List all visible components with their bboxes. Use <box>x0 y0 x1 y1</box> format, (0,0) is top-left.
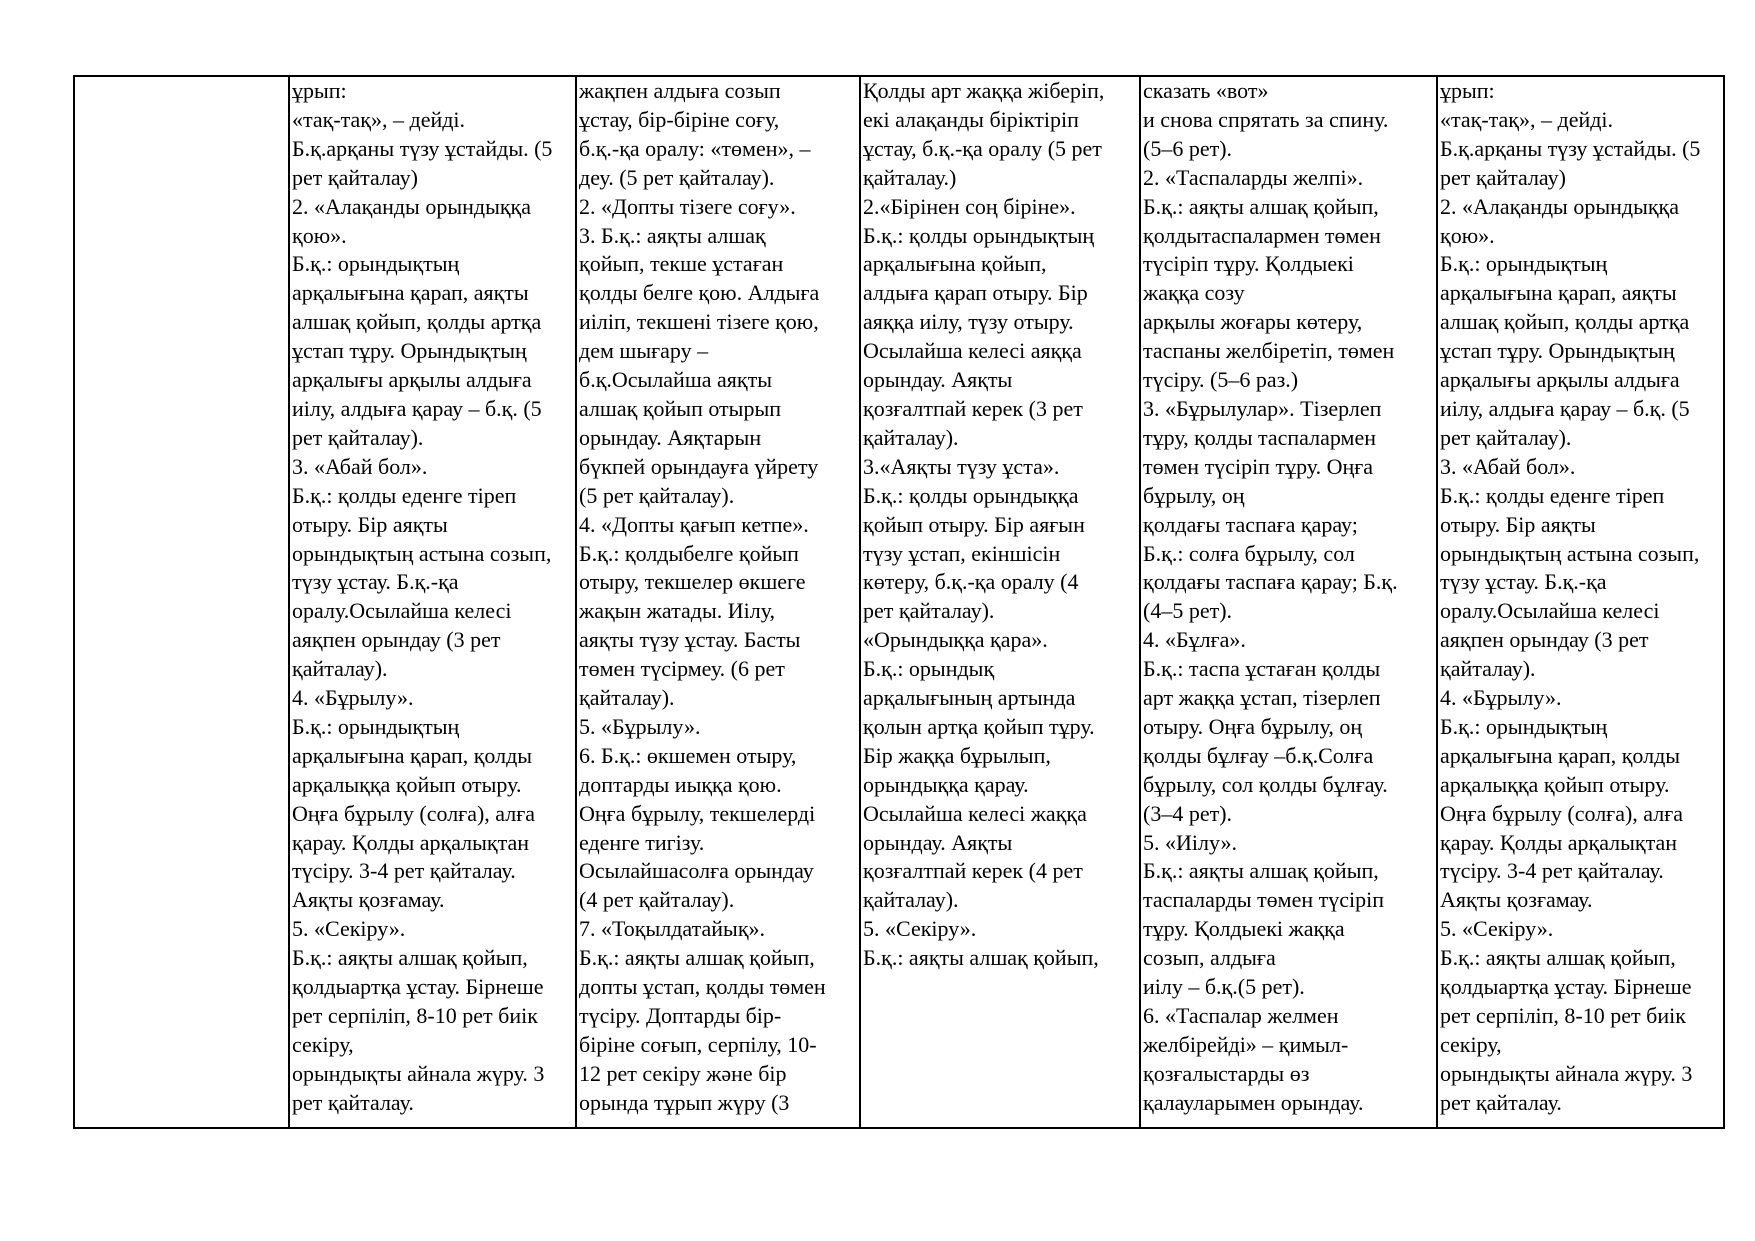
text-line: түсіріп тұру. Қолдыекі <box>1143 251 1354 277</box>
text-line: арқалығына қарап, аяқты <box>1440 280 1677 306</box>
table-cell-label <box>74 76 289 1128</box>
text-line: 4. «Допты қағып кетпе». <box>579 511 809 537</box>
text-line: арқалығы арқылы алдыға <box>1440 367 1680 393</box>
text-line: қайталау). <box>863 887 959 913</box>
text-line: аяқпен орындау (3 рет <box>1440 627 1649 653</box>
text-line: бұрылу, сол қолды бұлғау. <box>1143 771 1388 797</box>
text-line: отыру. Бір аяқты <box>1440 511 1596 537</box>
text-line: түсіру. (5–6 раз.) <box>1143 367 1299 393</box>
text-line: арқалыққа қойып отыру. <box>292 771 522 797</box>
text-line: «тақ-тақ», – дейді. <box>292 106 466 132</box>
text-line: Осылайша келесі аяққа <box>863 338 1082 364</box>
text-line: қайталау). <box>1440 656 1536 682</box>
text-line: иілу – б.қ.(5 рет). <box>1143 974 1305 1000</box>
text-line: 6. Б.қ.: өкшемен отыру, <box>579 742 797 768</box>
text-line: орындыққа қарау. <box>863 771 1029 797</box>
text-line: ұстап тұру. Орындықтың <box>292 338 527 364</box>
text-line: аяқпен орындау (3 рет <box>292 627 501 653</box>
text-line: қайталау). <box>579 685 675 711</box>
text-line: Осылайша келесі жаққа <box>863 800 1087 826</box>
text-line: Б.қ.: аяқты алшақ қойып, <box>292 945 528 971</box>
text-line: қолдағы таспаға қарау; <box>1143 511 1358 537</box>
text-line: рет қайталау. <box>292 1089 414 1115</box>
text-line: «тақ-тақ», – дейді. <box>1440 106 1614 132</box>
text-line: 6. «Таспалар желмен <box>1143 1003 1339 1028</box>
text-line: орында тұрып жүру (3 <box>579 1089 790 1115</box>
text-line: 5. «Бұрылу». <box>579 713 701 739</box>
text-line: Б.қ.: орындық <box>863 656 995 682</box>
table-cell-wednesday <box>860 76 1140 1128</box>
text-line: екі алақанды біріктіріп <box>863 106 1079 132</box>
text-line: сказать «вот» <box>1143 78 1269 103</box>
text-line: оралу.Осылайша келесі <box>292 598 512 624</box>
text-line: арқалығына қарап, қолды <box>292 742 533 768</box>
text-line: Оңға бұрылу (солға), алға <box>1440 800 1684 826</box>
text-line: рет қайталау). <box>1440 424 1572 450</box>
text-line: 5. «Секіру». <box>1440 916 1554 942</box>
text-line: қолды бұлғау –б.қ.Солға <box>1143 742 1374 768</box>
text-line: түзу ұстап, екіншісін <box>863 540 1061 566</box>
text-line: қолдыартқа ұстау. Бірнеше <box>1440 974 1692 1000</box>
text-line: Б.қ.арқаны түзу ұстайды. (5 <box>292 135 553 161</box>
text-line: рет қайталау) <box>292 164 418 190</box>
text-line: секіру, <box>292 1031 354 1057</box>
text-line: б.қ.Осылайша аяқты <box>579 367 773 393</box>
text-line: алдыға қарап отыру. Бір <box>863 280 1088 306</box>
text-line: 2. «Алақанды орындыққа <box>292 193 532 219</box>
text-line: 2. «Таспаларды желпі». <box>1143 164 1364 190</box>
table-cell-thursday <box>1140 76 1437 1128</box>
text-line: түсіру. Доптарды бір- <box>579 1003 782 1028</box>
table-row <box>74 76 1724 1128</box>
text-line: орындықтың астына созып, <box>292 540 552 566</box>
text-line: қайталау). <box>292 656 388 682</box>
text-line: рет қайталау). <box>292 424 424 450</box>
text-line: 2.«Бірінен соң біріне». <box>863 193 1076 219</box>
text-line: (4–5 рет). <box>1143 598 1233 624</box>
text-line: қойып отыру. Бір аяғын <box>863 511 1085 537</box>
text-line: отыру. Бір аяқты <box>292 511 448 537</box>
text-line: қолын артқа қойып тұру. <box>863 713 1095 739</box>
table-cell-tuesday <box>576 76 860 1128</box>
text-line: доптарды иыққа қою. <box>579 771 782 797</box>
text-line: түсіру. 3-4 рет қайталау. <box>292 858 516 884</box>
text-line: Б.қ.: аяқты алшақ қойып, <box>863 945 1099 971</box>
text-line: 5. «Секіру». <box>863 916 977 942</box>
text-line: отыру, текшелер өкшеге <box>579 569 806 595</box>
text-line: 3. «Абай бол». <box>292 453 428 479</box>
text-line: арқалыққа қойып отыру. <box>1440 771 1670 797</box>
text-line: арқалығы арқылы алдыға <box>292 367 532 393</box>
text-line: Б.қ.: таспа ұстаған қолды <box>1143 656 1381 682</box>
text-line: ұрып: <box>292 78 347 103</box>
text-line: 2. «Допты тізеге соғу». <box>579 193 796 219</box>
text-line: Б.қ.: қолдыбелге қойып <box>579 540 799 566</box>
text-line: Б.қ.: қолды еденге тіреп <box>292 482 517 508</box>
text-line: 4. «Бұрылу». <box>1440 685 1562 711</box>
text-line: алшақ қойып, қолды артқа <box>292 309 542 335</box>
text-line: төмен түсірмеу. (6 рет <box>579 656 785 682</box>
text-line: алшақ қойып отырып <box>579 395 782 421</box>
text-line: қою». <box>292 222 347 248</box>
text-line: таспаны желбіретіп, төмен <box>1143 338 1395 364</box>
text-line: жақпен алдыға созып <box>579 78 781 103</box>
text-line: еденге тигізу. <box>579 829 705 855</box>
text-line: түзу ұстау. Б.қ.-қа <box>292 569 459 595</box>
text-line: қарау. Қолды арқалықтан <box>292 829 530 855</box>
text-line: орындықты айнала жүру. 3 <box>292 1060 545 1086</box>
text-line: таспаларды төмен түсіріп <box>1143 887 1385 913</box>
text-line: Аяқты қозғамау. <box>1440 887 1593 913</box>
text-line: түзу ұстау. Б.қ.-қа <box>1440 569 1607 595</box>
text-line: қою». <box>1440 222 1495 248</box>
text-line: созып, алдыға <box>1143 945 1276 971</box>
text-line: Б.қ.: қолды еденге тіреп <box>1440 482 1665 508</box>
text-line: қолды белге қою. Алдыға <box>579 280 820 306</box>
text-line: Б.қ.: аяқты алшақ қойып, <box>1143 858 1379 884</box>
text-line: (3–4 рет). <box>1143 800 1233 826</box>
text-line: деу. (5 рет қайталау). <box>579 164 775 190</box>
text-line: (5–6 рет). <box>1143 135 1233 161</box>
text-line: қолдағы таспаға қарау; Б.қ. <box>1143 569 1398 595</box>
text-line: 12 рет секіру және бір <box>579 1060 787 1086</box>
text-line: (4 рет қайталау). <box>579 887 735 913</box>
text-line: ұстау, бір-біріне соғу, <box>579 106 780 132</box>
text-line: аяқты түзу ұстау. Басты <box>579 627 801 653</box>
text-line: жақын жатады. Иілу, <box>579 598 776 624</box>
text-line: тұру. Қолдыекі жаққа <box>1143 916 1345 942</box>
text-line: көтеру, б.қ.-қа оралу (4 <box>863 569 1079 595</box>
text-line: Оңға бұрылу, текшелерді <box>579 800 816 826</box>
text-line: қолдытаспалармен төмен <box>1143 222 1381 248</box>
text-line: Б.қ.: аяқты алшақ қойып, <box>579 945 815 971</box>
text-line: қайталау.) <box>863 164 957 190</box>
text-line: Б.қ.: қолды орындықтың <box>863 222 1095 248</box>
text-line: 3. «Абай бол». <box>1440 453 1576 479</box>
text-line: б.қ.-қа оралу: «төмен», – <box>579 135 811 161</box>
text-line: Бір жаққа бұрылып, <box>863 742 1051 768</box>
text-line: (5 рет қайталау). <box>579 482 735 508</box>
text-line: алшақ қойып, қолды артқа <box>1440 309 1690 335</box>
text-line: арқалығына қойып, <box>863 251 1047 277</box>
text-line: қалауларымен орындау. <box>1143 1089 1364 1115</box>
text-line: Қолды арт жаққа жіберіп, <box>863 78 1105 103</box>
text-line: Осылайшасолға орындау <box>579 858 814 884</box>
text-line: Б.қ.: аяқты алшақ қойып, <box>1143 193 1379 219</box>
text-line: арқылы жоғары көтеру, <box>1143 309 1363 335</box>
text-line: Б.қ.арқаны түзу ұстайды. (5 <box>1440 135 1701 161</box>
text-line: рет қайталау). <box>863 598 995 624</box>
text-line: орындықтың астына созып, <box>1440 540 1700 566</box>
text-line: допты ұстап, қолды төмен <box>579 974 826 1000</box>
text-line: Б.қ.: орындықтың <box>1440 251 1608 277</box>
text-line: арт жаққа ұстап, тізерлеп <box>1143 685 1381 711</box>
text-line: дем шығару – <box>579 338 709 364</box>
text-line: иілу, алдыға қарау – б.қ. (5 <box>1440 395 1690 421</box>
text-line: қозғалыстарды өз <box>1143 1060 1310 1086</box>
text-line: желбірейді» – қимыл- <box>1143 1031 1349 1057</box>
text-line: 3. «Бұрылулар». Тізерлеп <box>1143 395 1382 421</box>
text-line: иіліп, текшені тізеге қою, <box>579 309 819 335</box>
text-line: тұру, қолды таспалармен <box>1143 424 1376 450</box>
text-line: бүкпей орындауға үйрету <box>579 453 819 479</box>
text-line: ұстап тұру. Орындықтың <box>1440 338 1675 364</box>
text-line: жаққа созу <box>1143 280 1245 306</box>
text-line: Б.қ.: аяқты алшақ қойып, <box>1440 945 1676 971</box>
text-line: 3. Б.қ.: аяқты алшақ <box>579 222 766 248</box>
exercise-table <box>73 75 1725 1129</box>
text-line: рет серпіліп, 8-10 рет биік <box>1440 1003 1686 1028</box>
text-line: ұстау, б.қ.-қа оралу (5 рет <box>863 135 1102 161</box>
text-line: қозғалтпай керек (4 рет <box>863 858 1083 884</box>
text-line: иілу, алдыға қарау – б.қ. (5 <box>292 395 542 421</box>
table-cell-friday <box>1437 76 1724 1128</box>
text-line: Б.қ.: солға бұрылу, сол <box>1143 540 1355 566</box>
text-line: и снова спрятать за спину. <box>1143 106 1389 132</box>
text-line: Б.қ.: орындықтың <box>1440 713 1608 739</box>
table-cell-monday <box>289 76 576 1128</box>
text-line: Аяқты қозғамау. <box>292 887 445 913</box>
text-line: оралу.Осылайша келесі <box>1440 598 1660 624</box>
text-line: қайталау). <box>863 424 959 450</box>
text-line: Б.қ.: орындықтың <box>292 251 460 277</box>
text-line: 4. «Бұлға». <box>1143 627 1246 653</box>
text-line: рет серпіліп, 8-10 рет биік <box>292 1003 538 1028</box>
text-line: секіру, <box>1440 1031 1502 1057</box>
text-line: орындау. Аяқтарын <box>579 424 762 450</box>
text-line: Б.қ.: қолды орындыққа <box>863 482 1079 508</box>
text-line: ұрып: <box>1440 78 1495 103</box>
text-line: Б.қ.: орындықтың <box>292 713 460 739</box>
text-line: арқалығының артында <box>863 685 1076 711</box>
text-line: Оңға бұрылу (солға), алға <box>292 800 536 826</box>
text-line: бұрылу, оң <box>1143 482 1245 508</box>
text-line: қолдыартқа ұстау. Бірнеше <box>292 974 544 1000</box>
text-line: отыру. Оңға бұрылу, оң <box>1143 713 1363 739</box>
text-line: 2. «Алақанды орындыққа <box>1440 193 1680 219</box>
text-line: «Орындыққа қара». <box>863 627 1048 653</box>
text-line: аяққа иілу, түзу отыру. <box>863 309 1074 335</box>
text-line: біріне соғып, серпілу, 10- <box>579 1031 817 1057</box>
text-line: рет қайталау. <box>1440 1089 1562 1115</box>
text-line: орындықты айнала жүру. 3 <box>1440 1060 1693 1086</box>
text-line: қарау. Қолды арқалықтан <box>1440 829 1678 855</box>
text-line: түсіру. 3-4 рет қайталау. <box>1440 858 1664 884</box>
text-line: арқалығына қарап, қолды <box>1440 742 1681 768</box>
text-line: 5. «Секіру». <box>292 916 406 942</box>
text-line: 5. «Иілу». <box>1143 829 1238 855</box>
text-line: қозғалтпай керек (3 рет <box>863 395 1083 421</box>
text-line: 7. «Тоқылдатайық». <box>579 916 766 942</box>
text-line: орындау. Аяқты <box>863 367 1013 393</box>
text-line: төмен түсіріп тұру. Оңға <box>1143 453 1374 479</box>
text-line: 4. «Бұрылу». <box>292 685 414 711</box>
text-line: 3.«Аяқты түзу ұста». <box>863 453 1060 479</box>
text-line: орындау. Аяқты <box>863 829 1013 855</box>
text-line: арқалығына қарап, аяқты <box>292 280 529 306</box>
text-line: қойып, текше ұстаған <box>579 251 784 277</box>
text-line: рет қайталау) <box>1440 164 1566 190</box>
